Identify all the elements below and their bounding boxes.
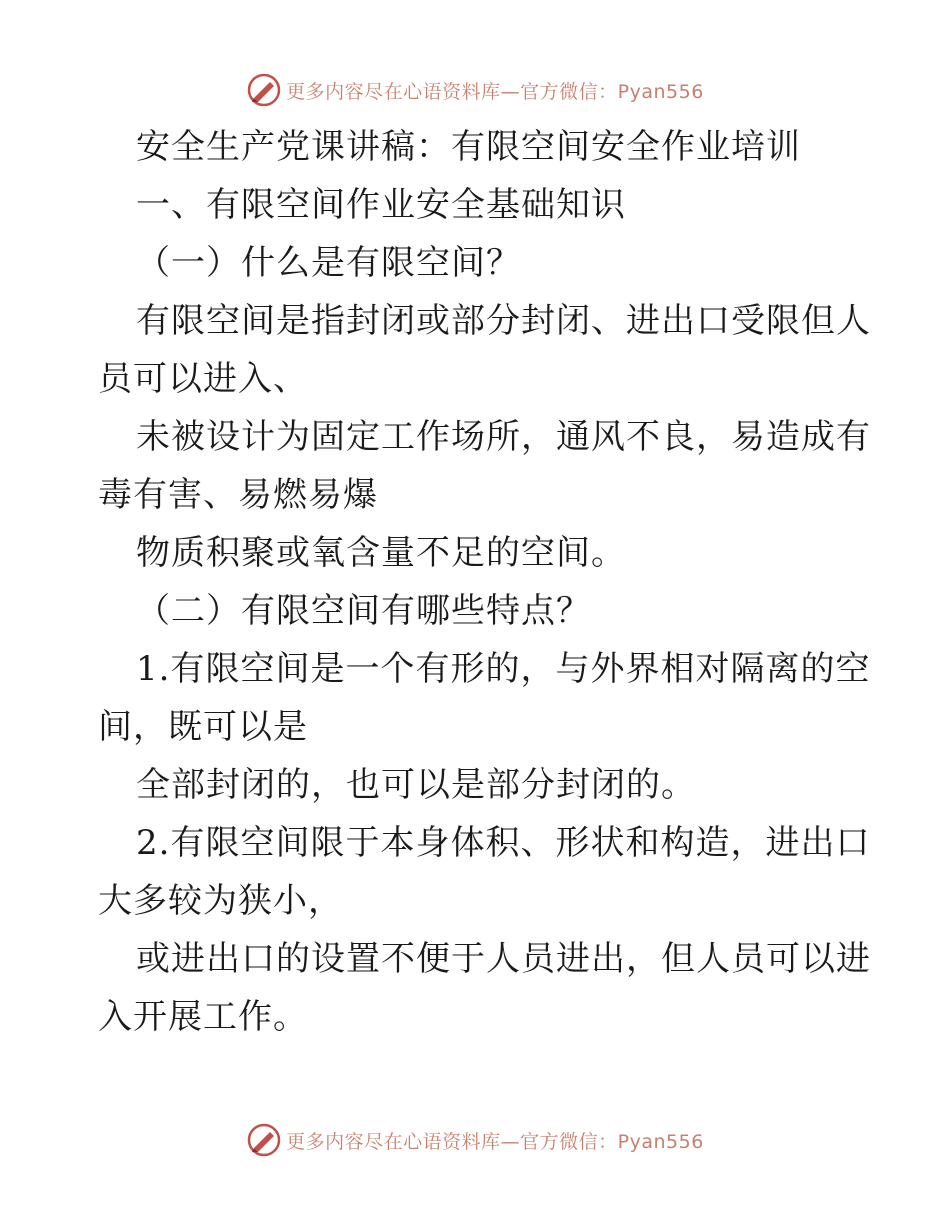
watermark-text: 更多内容尽在心语资料库—官方微信：Pyan556	[286, 1130, 704, 1153]
header-watermark-banner	[0, 70, 950, 110]
paragraph-line: 有限空间是指封闭或部分封闭、进出口受限但人	[136, 301, 871, 341]
paragraph-line: 间，既可以是	[98, 707, 308, 747]
pen-logo-icon	[246, 72, 282, 108]
subsection-heading: （一）什么是有限空间？	[136, 243, 521, 283]
paragraph-line: 2.有限空间限于本身体积、形状和构造，进出口	[136, 823, 871, 863]
paragraph-line: 大多较为狭小，	[98, 881, 343, 921]
paragraph-line: 1.有限空间是一个有形的，与外界相对隔离的空	[136, 649, 871, 689]
paragraph-line: 毒有害、易燃易爆	[98, 475, 378, 515]
subsection-heading: （二）有限空间有哪些特点？	[136, 591, 591, 631]
paragraph-line: 全部封闭的，也可以是部分封闭的。	[136, 765, 696, 805]
paragraph-line: 未被设计为固定工作场所，通风不良，易造成有	[136, 417, 871, 457]
footer-watermark-banner	[0, 1120, 950, 1160]
paragraph-line: 或进出口的设置不便于人员进出，但人员可以进	[136, 939, 871, 979]
watermark-text: 更多内容尽在心语资料库—官方微信：Pyan556	[286, 80, 704, 103]
document-title: 安全生产党课讲稿：有限空间安全作业培训	[136, 127, 801, 167]
section-heading: 一、有限空间作业安全基础知识	[136, 185, 626, 225]
paragraph-line: 入开展工作。	[98, 997, 308, 1037]
paragraph-line: 物质积聚或氧含量不足的空间。	[136, 533, 626, 573]
document-body	[98, 118, 871, 1046]
pen-logo-icon	[246, 1122, 282, 1158]
paragraph-line: 员可以进入、	[98, 359, 308, 399]
